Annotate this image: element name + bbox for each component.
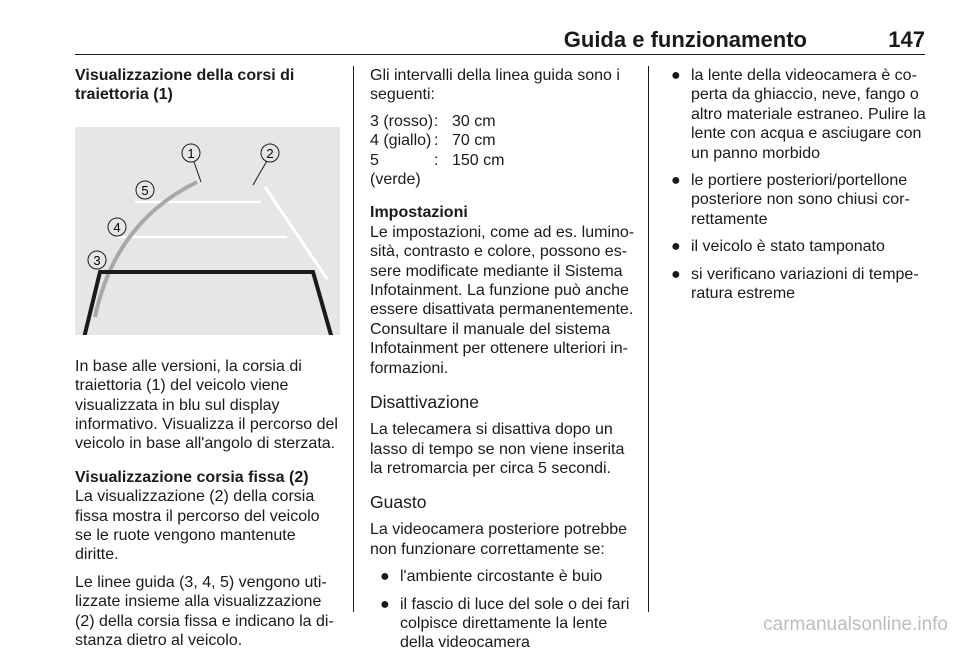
bullet-icon: ● bbox=[380, 595, 390, 613]
list-item bbox=[665, 171, 927, 229]
bullet-icon: ● bbox=[671, 67, 681, 84]
trajectory-heading: Visualizzazione della corsi di traiettoria (1) bbox=[75, 67, 295, 104]
list-item-text: l'ambiente circostante è buio bbox=[400, 568, 603, 586]
callout-5 bbox=[136, 181, 154, 199]
interval-value: 150 cm bbox=[452, 151, 505, 169]
callout-2-leader bbox=[253, 159, 268, 185]
column-divider-2 bbox=[648, 66, 649, 612]
callout-1-leader bbox=[193, 159, 201, 182]
trajectory-description: In base alle versioni, la corsia di traiettoria (1) del veicolo viene visualizzata in blu sul display informativo. Visualizza il percorso del veicolo in base all'angolo di sterzata. bbox=[75, 357, 338, 453]
fault-bullet-list-continued bbox=[665, 66, 927, 303]
callout-1 bbox=[182, 144, 200, 162]
interval-row bbox=[370, 112, 635, 131]
interval-separator: : bbox=[434, 132, 439, 150]
bullet-icon: ● bbox=[380, 568, 390, 586]
interval-row bbox=[370, 131, 635, 150]
deactivation-text: La telecamera si disattiva dopo un lasso di tempo se non viene inserita la retromarcia per circa 5 secondi. bbox=[370, 421, 625, 477]
svg-text:1: 1 bbox=[187, 145, 195, 161]
interval-label: 3 (rosso) bbox=[370, 112, 434, 130]
column-3 bbox=[665, 66, 927, 311]
list-item bbox=[665, 265, 927, 304]
page-header bbox=[75, 0, 925, 55]
guideline-intervals bbox=[370, 112, 635, 190]
svg-text:3: 3 bbox=[93, 252, 101, 268]
site-watermark: carmanualsonline.info bbox=[763, 614, 948, 635]
list-item-text: le portiere posteriori/portellone posteriore non sono chiusi correttamente bbox=[691, 172, 910, 228]
list-item bbox=[370, 567, 635, 586]
list-item-text: si verificano variazioni di temperatura estreme bbox=[691, 265, 919, 303]
column-1 bbox=[75, 66, 340, 651]
interval-label: 5 (verde) bbox=[370, 151, 421, 189]
fixed-lane-heading: Visualizzazione corsia fissa (2) bbox=[75, 468, 309, 486]
guidelines-description: Le linee guida (3, 4, 5) vengono utilizzate insieme alla visualizzazione (2) della corsia fissa e indicano la distanza dietro al veicolo. bbox=[75, 573, 334, 650]
fault-text: La videocamera posteriore potrebbe non funzionare correttamente se: bbox=[370, 521, 628, 558]
list-item-text: il fascio di luce del sole o dei fari colpisce direttamente la lente della videocamera bbox=[400, 595, 630, 652]
interval-separator: : bbox=[434, 151, 439, 169]
svg-text:2: 2 bbox=[266, 145, 274, 161]
page-number: 147 bbox=[888, 27, 925, 52]
svg-text:4: 4 bbox=[113, 219, 121, 235]
interval-value: 70 cm bbox=[452, 132, 496, 150]
fault-bullet-list bbox=[370, 567, 635, 653]
list-item bbox=[665, 237, 927, 256]
interval-value: 30 cm bbox=[452, 112, 496, 130]
svg-text:5: 5 bbox=[141, 182, 149, 198]
camera-guideline-figure bbox=[75, 127, 340, 335]
fixed-lane-right-line bbox=[265, 187, 327, 279]
column-divider-1 bbox=[353, 66, 354, 612]
callout-3 bbox=[88, 251, 106, 269]
list-item-text: la lente della videocamera è coperta da ghiaccio, neve, fango o altro materiale estraneo. Pulire la lente con acqua e asciugare con un panno morbido bbox=[691, 67, 926, 162]
settings-heading: Impostazioni bbox=[370, 204, 468, 222]
bullet-icon: ● bbox=[671, 238, 681, 256]
column-2 bbox=[370, 66, 635, 661]
callout-4 bbox=[108, 218, 126, 236]
section-title: Guida e funzionamento bbox=[563, 27, 807, 52]
fault-heading: Guasto bbox=[370, 492, 427, 513]
list-item-text: il veicolo è stato tamponato bbox=[691, 238, 885, 256]
interval-row bbox=[370, 151, 635, 190]
deactivation-heading: Disattivazione bbox=[370, 392, 479, 413]
interval-label: 4 (giallo) bbox=[370, 132, 432, 150]
guideline-illustration bbox=[75, 127, 340, 335]
list-item bbox=[665, 66, 927, 163]
fixed-lane-description: La visualizzazione (2) della corsia fissa mostra il percorso del veicolo se le ruote vengono mantenute diritte. bbox=[75, 488, 320, 564]
list-item bbox=[370, 595, 635, 653]
settings-text: Le impostazioni, come ad es. luminosità, contrasto e colore, possono essere modificate mediante il Sistema Infotainment. La funzione può anche essere disattivata permanentemente. Consultare il manuale del sistema Infotainment per ottenere ulteriori informazioni. bbox=[370, 223, 635, 377]
intervals-intro: Gli intervalli della linea guida sono i seguenti: bbox=[370, 67, 620, 104]
bullet-icon: ● bbox=[671, 265, 681, 283]
interval-separator: : bbox=[434, 112, 439, 130]
callout-2 bbox=[261, 144, 279, 162]
distance-line-30 bbox=[83, 272, 333, 335]
bullet-icon: ● bbox=[671, 172, 681, 190]
